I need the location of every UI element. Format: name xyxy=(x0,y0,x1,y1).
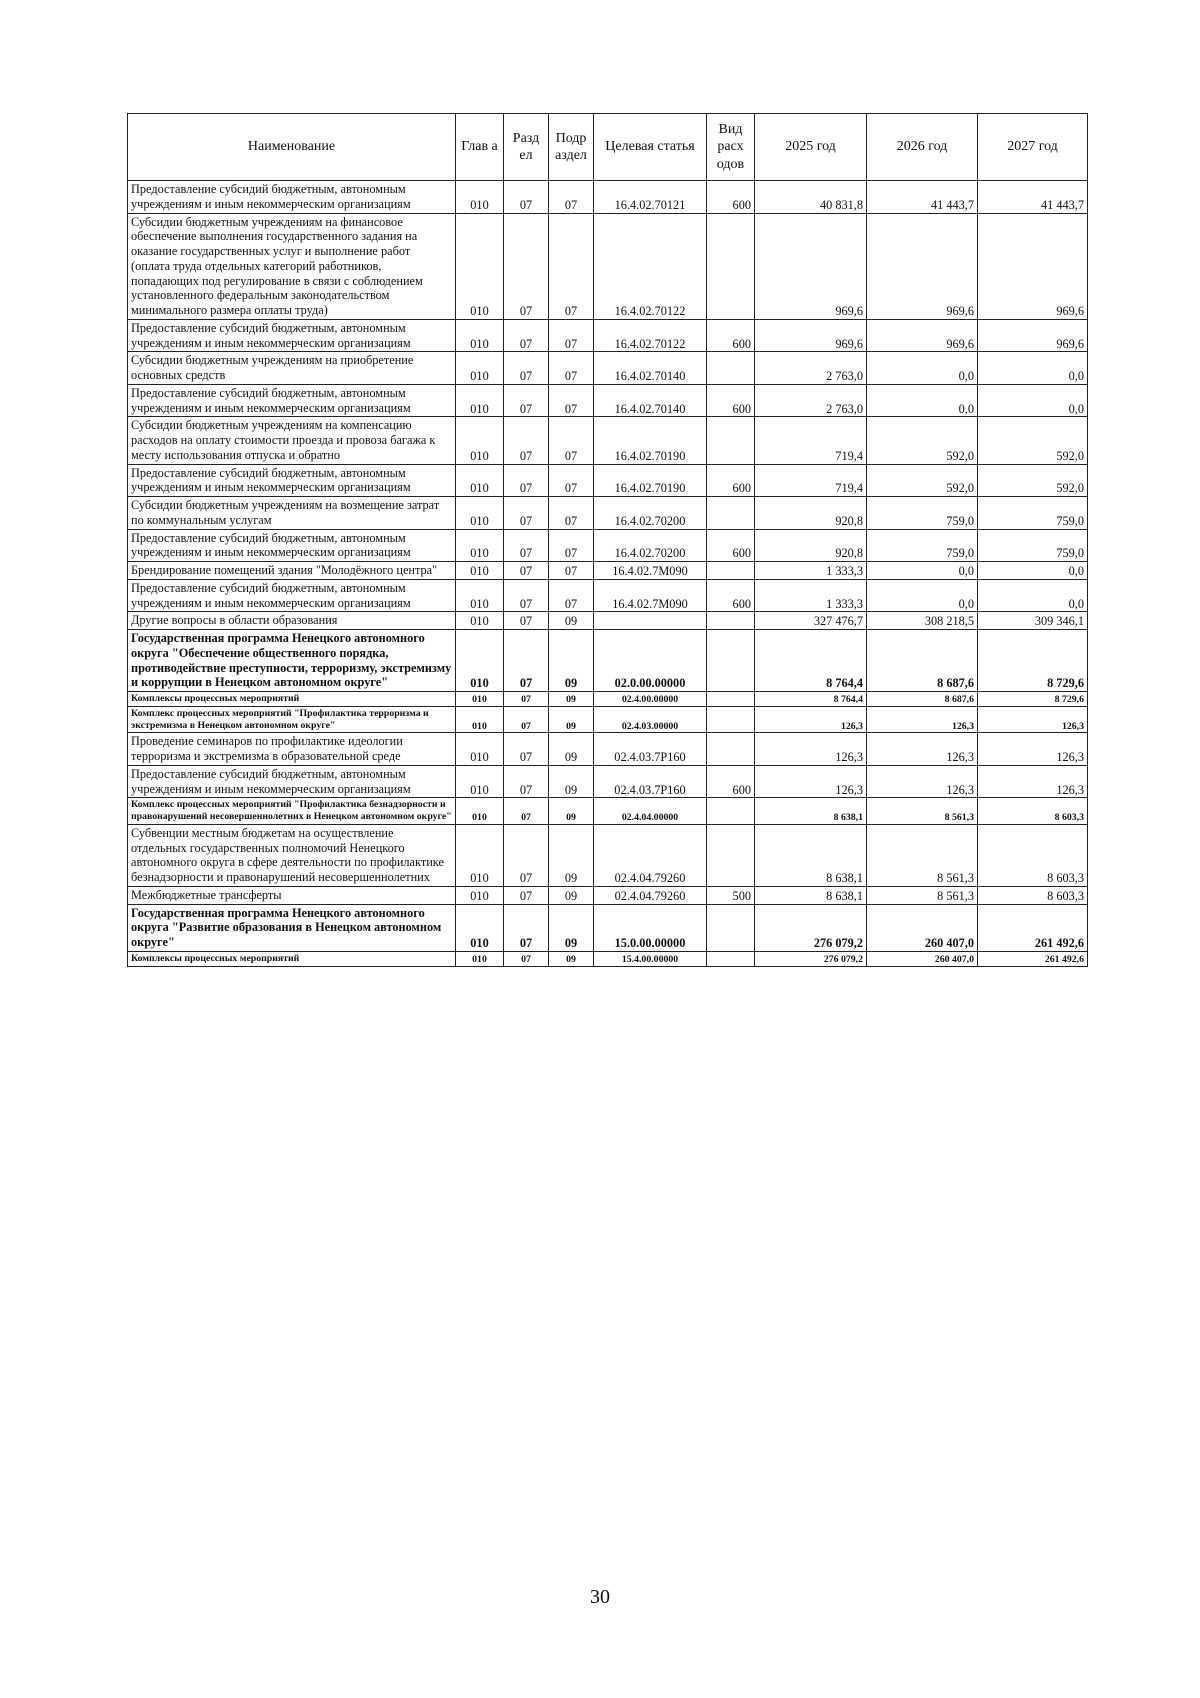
cell-podrazdel: 07 xyxy=(549,562,594,580)
cell-2026: 308 218,5 xyxy=(867,612,978,630)
cell-2026: 592,0 xyxy=(867,464,978,497)
cell-target: 02.4.04.79260 xyxy=(594,824,707,886)
cell-glava: 010 xyxy=(456,951,504,966)
cell-razdel: 07 xyxy=(504,352,549,385)
cell-2027: 969,6 xyxy=(978,319,1088,352)
cell-vid xyxy=(707,612,755,630)
cell-podrazdel: 07 xyxy=(549,464,594,497)
col-header-razdel: Разд ел xyxy=(504,114,549,181)
cell-glava: 010 xyxy=(456,798,504,825)
cell-2025: 8 764,4 xyxy=(755,630,867,692)
cell-name: Предоставление субсидий бюджетным, автономным учреждениям и иным некоммерческим организациям xyxy=(128,529,456,562)
cell-glava: 010 xyxy=(456,886,504,904)
cell-name: Субсидии бюджетным учреждениям на приобретение основных средств xyxy=(128,352,456,385)
cell-2027: 126,3 xyxy=(978,706,1088,733)
cell-2026: 41 443,7 xyxy=(867,181,978,214)
cell-2027: 0,0 xyxy=(978,562,1088,580)
cell-2026: 759,0 xyxy=(867,497,978,530)
cell-name: Брендирование помещений здания "Молодёжного центра" xyxy=(128,562,456,580)
cell-2026: 126,3 xyxy=(867,733,978,766)
col-header-podrazdel: Подр аздел xyxy=(549,114,594,181)
table-row xyxy=(128,464,1088,497)
cell-2025: 126,3 xyxy=(755,733,867,766)
cell-razdel: 07 xyxy=(504,612,549,630)
cell-glava: 010 xyxy=(456,562,504,580)
cell-podrazdel: 07 xyxy=(549,417,594,464)
cell-2026: 8 687,6 xyxy=(867,630,978,692)
cell-2025: 920,8 xyxy=(755,497,867,530)
table-row xyxy=(128,904,1088,951)
table-row xyxy=(128,798,1088,825)
cell-2027: 0,0 xyxy=(978,384,1088,417)
cell-target: 16.4.02.70200 xyxy=(594,497,707,530)
table-row xyxy=(128,497,1088,530)
cell-2027: 592,0 xyxy=(978,464,1088,497)
cell-vid xyxy=(707,798,755,825)
cell-glava: 010 xyxy=(456,612,504,630)
cell-podrazdel: 09 xyxy=(549,951,594,966)
cell-2025: 8 638,1 xyxy=(755,824,867,886)
cell-glava: 010 xyxy=(456,384,504,417)
cell-name: Предоставление субсидий бюджетным, автономным учреждениям и иным некоммерческим организациям xyxy=(128,464,456,497)
table-row xyxy=(128,612,1088,630)
cell-podrazdel: 07 xyxy=(549,181,594,214)
cell-razdel: 07 xyxy=(504,692,549,707)
cell-2026: 126,3 xyxy=(867,706,978,733)
cell-podrazdel: 09 xyxy=(549,706,594,733)
cell-razdel: 07 xyxy=(504,562,549,580)
cell-target: 16.4.02.70190 xyxy=(594,417,707,464)
cell-2027: 261 492,6 xyxy=(978,904,1088,951)
cell-podrazdel: 07 xyxy=(549,319,594,352)
cell-target: 16.4.02.7М090 xyxy=(594,579,707,612)
cell-vid xyxy=(707,213,755,319)
cell-name: Комплекс процессных мероприятий "Профилактика безнадзорности и правонарушений несовершеннолетних в Ненецком автономном округе" xyxy=(128,798,456,825)
cell-name: Субсидии бюджетным учреждениям на финансовое обеспечение выполнения государственного задания на оказание государственных услуг и выполнение работ (оплата труда отдельных категорий работников, попадающих под регулирование в связи с соблюдением установленного федеральным законодательством минимального размера оплаты труда) xyxy=(128,213,456,319)
cell-2026: 8 561,3 xyxy=(867,824,978,886)
cell-razdel: 07 xyxy=(504,319,549,352)
cell-2027: 126,3 xyxy=(978,733,1088,766)
cell-2025: 8 638,1 xyxy=(755,798,867,825)
table-body xyxy=(128,181,1088,967)
cell-razdel: 07 xyxy=(504,464,549,497)
cell-2026: 8 561,3 xyxy=(867,798,978,825)
cell-2026: 260 407,0 xyxy=(867,904,978,951)
col-header-name: Наименование xyxy=(128,114,456,181)
cell-2027: 261 492,6 xyxy=(978,951,1088,966)
cell-target: 16.4.02.70190 xyxy=(594,464,707,497)
cell-vid xyxy=(707,951,755,966)
cell-vid: 600 xyxy=(707,384,755,417)
cell-2025: 719,4 xyxy=(755,417,867,464)
cell-glava: 010 xyxy=(456,417,504,464)
table-row xyxy=(128,692,1088,707)
cell-2025: 327 476,7 xyxy=(755,612,867,630)
cell-podrazdel: 09 xyxy=(549,765,594,798)
cell-vid xyxy=(707,692,755,707)
cell-2025: 276 079,2 xyxy=(755,904,867,951)
cell-name: Другие вопросы в области образования xyxy=(128,612,456,630)
cell-vid xyxy=(707,706,755,733)
cell-vid: 600 xyxy=(707,464,755,497)
cell-2025: 8 764,4 xyxy=(755,692,867,707)
cell-podrazdel: 09 xyxy=(549,904,594,951)
cell-razdel: 07 xyxy=(504,798,549,825)
cell-glava: 010 xyxy=(456,733,504,766)
cell-vid xyxy=(707,562,755,580)
budget-table-container xyxy=(127,113,1088,967)
cell-glava: 010 xyxy=(456,319,504,352)
cell-podrazdel: 07 xyxy=(549,579,594,612)
cell-2026: 8 687,6 xyxy=(867,692,978,707)
cell-2026: 592,0 xyxy=(867,417,978,464)
cell-razdel: 07 xyxy=(504,579,549,612)
cell-2027: 759,0 xyxy=(978,497,1088,530)
cell-glava: 010 xyxy=(456,904,504,951)
cell-2026: 0,0 xyxy=(867,562,978,580)
cell-2027: 41 443,7 xyxy=(978,181,1088,214)
cell-razdel: 07 xyxy=(504,886,549,904)
cell-glava: 010 xyxy=(456,692,504,707)
cell-vid xyxy=(707,497,755,530)
cell-2025: 126,3 xyxy=(755,765,867,798)
cell-podrazdel: 09 xyxy=(549,886,594,904)
cell-glava: 010 xyxy=(456,181,504,214)
cell-glava: 010 xyxy=(456,529,504,562)
table-row xyxy=(128,630,1088,692)
table-row xyxy=(128,733,1088,766)
cell-name: Комплексы процессных мероприятий xyxy=(128,692,456,707)
table-row xyxy=(128,417,1088,464)
cell-2025: 2 763,0 xyxy=(755,384,867,417)
cell-2027: 592,0 xyxy=(978,417,1088,464)
cell-2025: 276 079,2 xyxy=(755,951,867,966)
col-header-2026: 2026 год xyxy=(867,114,978,181)
cell-target: 02.4.04.00000 xyxy=(594,798,707,825)
cell-razdel: 07 xyxy=(504,497,549,530)
cell-glava: 010 xyxy=(456,630,504,692)
cell-razdel: 07 xyxy=(504,824,549,886)
cell-razdel: 07 xyxy=(504,181,549,214)
table-row xyxy=(128,562,1088,580)
cell-glava: 010 xyxy=(456,213,504,319)
table-row xyxy=(128,181,1088,214)
cell-vid xyxy=(707,352,755,385)
cell-2026: 0,0 xyxy=(867,352,978,385)
cell-name: Предоставление субсидий бюджетным, автономным учреждениям и иным некоммерческим организациям xyxy=(128,319,456,352)
cell-2027: 8 603,3 xyxy=(978,886,1088,904)
cell-target: 16.4.02.70122 xyxy=(594,319,707,352)
cell-2027: 0,0 xyxy=(978,579,1088,612)
cell-2026: 969,6 xyxy=(867,213,978,319)
cell-vid xyxy=(707,733,755,766)
col-header-glava: Глав а xyxy=(456,114,504,181)
table-row xyxy=(128,579,1088,612)
cell-podrazdel: 07 xyxy=(549,497,594,530)
cell-target: 16.4.02.70140 xyxy=(594,352,707,385)
cell-2025: 719,4 xyxy=(755,464,867,497)
cell-2027: 0,0 xyxy=(978,352,1088,385)
cell-2026: 0,0 xyxy=(867,384,978,417)
cell-2027: 759,0 xyxy=(978,529,1088,562)
cell-target: 16.4.02.70200 xyxy=(594,529,707,562)
page-number: 30 xyxy=(590,1586,610,1608)
cell-2026: 260 407,0 xyxy=(867,951,978,966)
cell-glava: 010 xyxy=(456,579,504,612)
cell-name: Предоставление субсидий бюджетным, автономным учреждениям и иным некоммерческим организациям xyxy=(128,181,456,214)
cell-vid: 600 xyxy=(707,765,755,798)
cell-target: 02.4.03.00000 xyxy=(594,706,707,733)
cell-2026: 126,3 xyxy=(867,765,978,798)
cell-razdel: 07 xyxy=(504,630,549,692)
cell-target: 15.0.00.00000 xyxy=(594,904,707,951)
cell-glava: 010 xyxy=(456,464,504,497)
cell-name: Субсидии бюджетным учреждениям на компенсацию расходов на оплату стоимости проезда и провоза багажа к месту использования отпуска и обратно xyxy=(128,417,456,464)
cell-target xyxy=(594,612,707,630)
cell-vid: 500 xyxy=(707,886,755,904)
table-row xyxy=(128,951,1088,966)
cell-razdel: 07 xyxy=(504,384,549,417)
cell-vid: 600 xyxy=(707,181,755,214)
cell-podrazdel: 07 xyxy=(549,529,594,562)
cell-name: Субвенции местным бюджетам на осуществление отдельных государственных полномочий Ненецкого автономного округа в сфере деятельности по профилактике безнадзорности и правонарушений несовершеннолетних xyxy=(128,824,456,886)
cell-glava: 010 xyxy=(456,352,504,385)
cell-name: Межбюджетные трансферты xyxy=(128,886,456,904)
cell-podrazdel: 07 xyxy=(549,213,594,319)
table-row xyxy=(128,706,1088,733)
cell-glava: 010 xyxy=(456,497,504,530)
cell-name: Предоставление субсидий бюджетным, автономным учреждениям и иным некоммерческим организациям xyxy=(128,765,456,798)
cell-2025: 1 333,3 xyxy=(755,562,867,580)
cell-vid: 600 xyxy=(707,319,755,352)
cell-vid xyxy=(707,904,755,951)
cell-vid xyxy=(707,630,755,692)
cell-vid: 600 xyxy=(707,579,755,612)
cell-target: 02.4.03.7Р160 xyxy=(594,765,707,798)
col-header-2027: 2027 год xyxy=(978,114,1088,181)
cell-name: Государственная программа Ненецкого автономного округа "Развитие образования в Ненецком автономном округе" xyxy=(128,904,456,951)
cell-2025: 969,6 xyxy=(755,319,867,352)
cell-name: Комплексы процессных мероприятий xyxy=(128,951,456,966)
cell-podrazdel: 09 xyxy=(549,798,594,825)
cell-2027: 969,6 xyxy=(978,213,1088,319)
cell-glava: 010 xyxy=(456,765,504,798)
cell-podrazdel: 07 xyxy=(549,384,594,417)
cell-target: 16.4.02.70121 xyxy=(594,181,707,214)
cell-podrazdel: 09 xyxy=(549,612,594,630)
cell-2027: 8 729,6 xyxy=(978,692,1088,707)
cell-2027: 126,3 xyxy=(978,765,1088,798)
cell-target: 16.4.02.7М090 xyxy=(594,562,707,580)
cell-podrazdel: 09 xyxy=(549,692,594,707)
cell-razdel: 07 xyxy=(504,904,549,951)
table-row xyxy=(128,824,1088,886)
table-row xyxy=(128,886,1088,904)
cell-vid xyxy=(707,824,755,886)
cell-2025: 920,8 xyxy=(755,529,867,562)
cell-2025: 969,6 xyxy=(755,213,867,319)
col-header-2025: 2025 год xyxy=(755,114,867,181)
cell-2027: 8 603,3 xyxy=(978,824,1088,886)
cell-2025: 2 763,0 xyxy=(755,352,867,385)
cell-2026: 8 561,3 xyxy=(867,886,978,904)
cell-2026: 969,6 xyxy=(867,319,978,352)
cell-razdel: 07 xyxy=(504,951,549,966)
cell-target: 16.4.02.70122 xyxy=(594,213,707,319)
cell-name: Комплекс процессных мероприятий "Профилактика терроризма и экстремизма в Ненецком автономном округе" xyxy=(128,706,456,733)
col-header-vid: Вид расх одов xyxy=(707,114,755,181)
cell-2027: 309 346,1 xyxy=(978,612,1088,630)
table-row xyxy=(128,765,1088,798)
cell-razdel: 07 xyxy=(504,529,549,562)
col-header-target: Целевая статья xyxy=(594,114,707,181)
cell-name: Субсидии бюджетным учреждениям на возмещение затрат по коммунальным услугам xyxy=(128,497,456,530)
budget-table xyxy=(127,113,1088,967)
cell-2025: 40 831,8 xyxy=(755,181,867,214)
cell-podrazdel: 09 xyxy=(549,630,594,692)
cell-2026: 759,0 xyxy=(867,529,978,562)
cell-razdel: 07 xyxy=(504,706,549,733)
table-row xyxy=(128,384,1088,417)
cell-target: 16.4.02.70140 xyxy=(594,384,707,417)
cell-razdel: 07 xyxy=(504,765,549,798)
cell-name: Предоставление субсидий бюджетным, автономным учреждениям и иным некоммерческим организациям xyxy=(128,579,456,612)
cell-podrazdel: 09 xyxy=(549,733,594,766)
cell-2027: 8 729,6 xyxy=(978,630,1088,692)
cell-podrazdel: 09 xyxy=(549,824,594,886)
table-row xyxy=(128,319,1088,352)
cell-glava: 010 xyxy=(456,824,504,886)
cell-podrazdel: 07 xyxy=(549,352,594,385)
cell-name: Государственная программа Ненецкого автономного округа "Обеспечение общественного порядка, противодействие преступности, терроризму, экстремизму и коррупции в Ненецком автономном округе" xyxy=(128,630,456,692)
cell-razdel: 07 xyxy=(504,733,549,766)
table-row xyxy=(128,352,1088,385)
cell-name: Предоставление субсидий бюджетным, автономным учреждениям и иным некоммерческим организациям xyxy=(128,384,456,417)
table-header-row xyxy=(128,114,1088,181)
cell-glava: 010 xyxy=(456,706,504,733)
cell-vid: 600 xyxy=(707,529,755,562)
cell-razdel: 07 xyxy=(504,417,549,464)
cell-target: 15.4.00.00000 xyxy=(594,951,707,966)
cell-2025: 1 333,3 xyxy=(755,579,867,612)
cell-target: 02.4.04.79260 xyxy=(594,886,707,904)
cell-target: 02.4.00.00000 xyxy=(594,692,707,707)
cell-target: 02.0.00.00000 xyxy=(594,630,707,692)
table-row xyxy=(128,529,1088,562)
cell-name: Проведение семинаров по профилактике идеологии терроризма и экстремизма в образовательной среде xyxy=(128,733,456,766)
cell-2025: 126,3 xyxy=(755,706,867,733)
cell-razdel: 07 xyxy=(504,213,549,319)
cell-vid xyxy=(707,417,755,464)
cell-2025: 8 638,1 xyxy=(755,886,867,904)
cell-target: 02.4.03.7Р160 xyxy=(594,733,707,766)
table-row xyxy=(128,213,1088,319)
cell-2026: 0,0 xyxy=(867,579,978,612)
cell-2027: 8 603,3 xyxy=(978,798,1088,825)
